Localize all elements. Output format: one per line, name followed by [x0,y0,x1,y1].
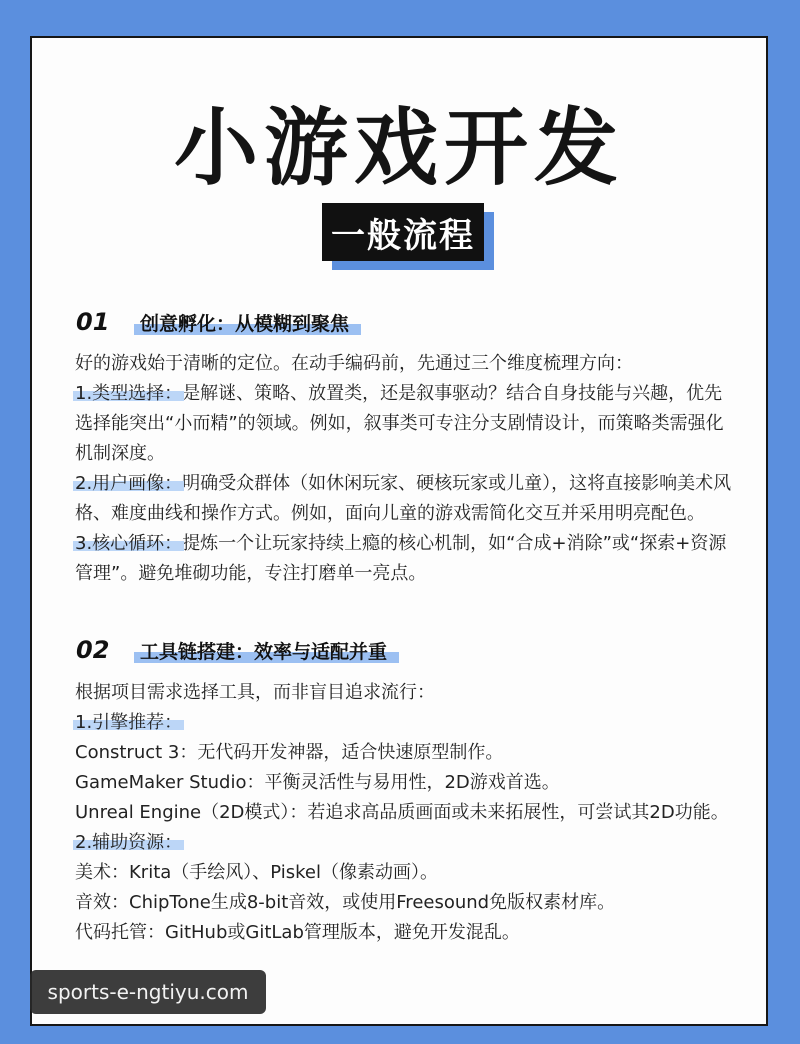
section-1-item-3 [75,529,735,589]
watermark-label: sports-e-ngtiyu.com [30,970,266,1014]
resource-line: 代码托管：GitHub或GitLab管理版本，避免开发混乱。 [75,922,520,943]
poster-card [30,36,768,1026]
section-2-sub-2-label [75,828,735,858]
sub-label: 1.引擎推荐： [75,712,183,733]
item-label: 3.核心循环： [75,533,183,554]
item-label: 2.用户画像： [75,473,183,494]
subtitle-badge [322,203,484,261]
section-1-intro: 好的游戏始于清晰的定位。在动手编码前，先通过三个维度梳理方向： [75,353,633,374]
engine-line: GameMaker Studio：平衡灵活性与易用性，2D游戏首选。 [75,772,560,793]
section-1-number: 01 [76,308,110,336]
resource-line: 美术：Krita（手绘风）、Piskel（像素动画）。 [75,862,438,883]
section-1-header [76,308,355,336]
section-1-item-1 [75,379,735,469]
subtitle-text: 一般流程 [322,203,484,261]
section-2-header [76,636,393,664]
item-label: 1.类型选择： [75,383,183,404]
section-2-body [75,678,735,948]
item-text: 是解谜、策略、放置类，还是叙事驱动？结合自身技能与兴趣，优先选择能突出“小而精”的领域。例如，叙事类可专注分支剧情设计，而策略类需强化机制深度。 [75,383,724,464]
item-text: 明确受众群体（如休闲玩家、硬核玩家或儿童），这将直接影响美术风格、难度曲线和操作方式。例如，面向儿童的游戏需简化交互并采用明亮配色。 [75,473,732,524]
resource-line: 音效：ChipTone生成8-bit音效，或使用Freesound免版权素材库。 [75,892,616,913]
section-1-body [75,349,735,589]
section-1-title: 创意孵化：从模糊到聚焦 [134,309,355,336]
item-text: 提炼一个让玩家持续上瘾的核心机制，如“合成+消除”或“探索+资源管理”。避免堆砌功能，专注打磨单一亮点。 [75,533,727,584]
engine-line: Unreal Engine（2D模式）：若追求高品质画面或未来拓展性，可尝试其2D功能。 [75,802,729,823]
section-2-title: 工具链搭建：效率与适配并重 [134,637,393,664]
section-2-intro: 根据项目需求选择工具，而非盲目追求流行： [75,682,435,703]
sub-label: 2.辅助资源： [75,832,183,853]
engine-line: Construct 3：无代码开发神器，适合快速原型制作。 [75,742,504,763]
section-1-item-2 [75,469,735,529]
section-2-number: 02 [76,636,110,664]
page-title: 小游戏开发 [173,99,624,197]
section-2-sub-1-label [75,708,735,738]
